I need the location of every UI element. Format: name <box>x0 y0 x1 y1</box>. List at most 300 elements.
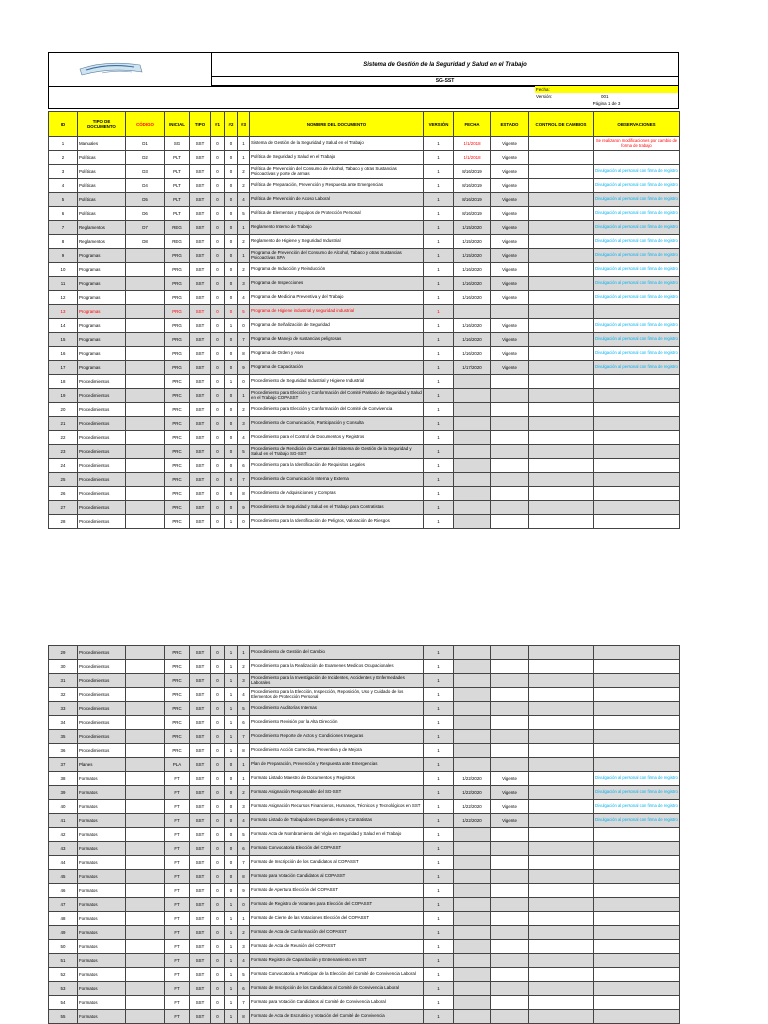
cell-id: 51 <box>49 954 78 968</box>
table-row <box>49 954 680 968</box>
cell-inicial: PRG <box>165 277 190 291</box>
cell-control-cambios <box>529 417 594 431</box>
cell-observaciones <box>594 940 680 954</box>
table-row <box>49 646 680 660</box>
cell-id: 42 <box>49 828 78 842</box>
cell-codigo <box>126 884 165 898</box>
cell-tipo-documento: Procedimientos <box>78 660 126 674</box>
cell-num2: 0 <box>225 445 238 459</box>
cell-fecha <box>454 431 491 445</box>
cell-observaciones <box>594 515 680 529</box>
cell-fecha <box>454 646 491 660</box>
cell-num3: 1 <box>238 249 250 263</box>
cell-control-cambios <box>529 389 594 403</box>
cell-tipo-documento: Políticas <box>78 207 126 221</box>
cell-control-cambios <box>529 151 594 165</box>
cell-tipo: SST <box>190 828 211 842</box>
cell-codigo <box>126 403 165 417</box>
cell-codigo <box>126 375 165 389</box>
cell-observaciones: Divulgación al personal con firma de registro <box>594 333 680 347</box>
cell-num1: 0 <box>211 151 225 165</box>
cell-estado: Vigente <box>491 179 529 193</box>
cell-observaciones: Divulgación al personal con firma de registro <box>594 814 680 828</box>
cell-estado <box>491 856 529 870</box>
cell-num3: 8 <box>238 744 250 758</box>
cell-observaciones <box>594 473 680 487</box>
cell-fecha <box>454 305 491 319</box>
cell-fecha <box>454 702 491 716</box>
cell-num1: 0 <box>211 1010 225 1024</box>
cell-codigo <box>126 646 165 660</box>
table-row <box>49 333 680 347</box>
cell-fecha <box>454 515 491 529</box>
cell-num3: 2 <box>238 263 250 277</box>
cell-version: 1 <box>424 501 454 515</box>
cell-observaciones <box>594 884 680 898</box>
table-row <box>49 940 680 954</box>
cell-control-cambios <box>529 730 594 744</box>
cell-num1: 0 <box>211 403 225 417</box>
cell-codigo: D8 <box>126 235 165 249</box>
cell-num2: 1 <box>225 515 238 529</box>
cell-num1: 0 <box>211 179 225 193</box>
cell-num1: 0 <box>211 674 225 688</box>
cell-inicial: PRC <box>165 389 190 403</box>
cell-version: 1 <box>424 151 454 165</box>
cell-codigo <box>126 473 165 487</box>
cell-inicial: PRC <box>165 473 190 487</box>
cell-inicial: PRC <box>165 403 190 417</box>
cell-observaciones <box>594 389 680 403</box>
cell-tipo-documento: Programas <box>78 333 126 347</box>
cell-id: 3 <box>49 165 78 179</box>
cell-num2: 1 <box>225 716 238 730</box>
cell-estado: Vigente <box>491 207 529 221</box>
cell-observaciones: Divulgación al personal con firma de registro <box>594 800 680 814</box>
cell-estado: Vigente <box>491 291 529 305</box>
cell-observaciones <box>594 305 680 319</box>
cell-nombre-documento: Procedimiento para Elección y Conformación del Comité Paritario de Seguridad y Salud en el Trabajo COPASST <box>250 389 424 403</box>
cell-id: 55 <box>49 1010 78 1024</box>
cell-fecha: 1/22/2020 <box>454 772 491 786</box>
table-row <box>49 235 680 249</box>
cell-inicial: PLA <box>165 758 190 772</box>
cell-version: 1 <box>424 305 454 319</box>
cell-num1: 0 <box>211 459 225 473</box>
cell-inicial: PRC <box>165 515 190 529</box>
table-row <box>49 221 680 235</box>
cell-tipo-documento: Formatos <box>78 898 126 912</box>
cell-nombre-documento: Sistema de Gestión de la Seguridad y Salud en el Trabajo <box>250 137 424 151</box>
cell-control-cambios <box>529 870 594 884</box>
cell-control-cambios <box>529 828 594 842</box>
cell-tipo: SST <box>190 333 211 347</box>
cell-observaciones: Divulgación al personal con firma de registro <box>594 207 680 221</box>
cell-id: 6 <box>49 207 78 221</box>
cell-num2: 1 <box>225 996 238 1010</box>
cell-nombre-documento: Formato de Inscripción de los Candidatos al Comité de Convivencia Laboral <box>250 982 424 996</box>
cell-estado: Vigente <box>491 277 529 291</box>
table-row <box>49 982 680 996</box>
cell-num3: 8 <box>238 487 250 501</box>
cell-num3: 0 <box>238 515 250 529</box>
column-header-version: VERSIÓN <box>424 112 454 137</box>
cell-version: 1 <box>424 137 454 151</box>
cell-tipo: SST <box>190 417 211 431</box>
cell-num3: 1 <box>238 772 250 786</box>
cell-tipo: SST <box>190 646 211 660</box>
cell-tipo-documento: Procedimientos <box>78 389 126 403</box>
cell-control-cambios <box>529 515 594 529</box>
cell-fecha <box>454 828 491 842</box>
cell-id: 45 <box>49 870 78 884</box>
version-value: 001 <box>601 94 609 99</box>
cell-control-cambios <box>529 473 594 487</box>
master-document-table-continued <box>48 645 680 1024</box>
cell-control-cambios <box>529 702 594 716</box>
cell-num3: 4 <box>238 193 250 207</box>
cell-codigo <box>126 926 165 940</box>
cell-tipo: SST <box>190 968 211 982</box>
table-row <box>49 347 680 361</box>
cell-control-cambios <box>529 263 594 277</box>
cell-estado: Vigente <box>491 151 529 165</box>
cell-estado <box>491 389 529 403</box>
table-row <box>49 417 680 431</box>
cell-inicial: PRC <box>165 674 190 688</box>
cell-observaciones: Divulgación al personal con firma de registro <box>594 361 680 375</box>
cell-tipo-documento: Formatos <box>78 870 126 884</box>
cell-num2: 0 <box>225 361 238 375</box>
cell-num3: 9 <box>238 501 250 515</box>
cell-num2: 0 <box>225 800 238 814</box>
column-header-control-cambios: CONTROL DE CAMBIOS <box>529 112 594 137</box>
cell-version: 1 <box>424 828 454 842</box>
cell-nombre-documento: Procedimiento para la Investigación de Incidentes, Accidentes y Enfermedades Laborales <box>250 674 424 688</box>
cell-id: 47 <box>49 898 78 912</box>
cell-control-cambios <box>529 501 594 515</box>
cell-nombre-documento: Procedimiento Auditorías Internas <box>250 702 424 716</box>
cell-inicial: FT <box>165 814 190 828</box>
cell-fecha: 1/16/2020 <box>454 347 491 361</box>
cell-num3: 0 <box>238 375 250 389</box>
cell-codigo <box>126 431 165 445</box>
cell-control-cambios <box>529 674 594 688</box>
cell-tipo: SST <box>190 389 211 403</box>
cell-inicial: FT <box>165 940 190 954</box>
cell-num2: 0 <box>225 263 238 277</box>
cell-tipo-documento: Formatos <box>78 800 126 814</box>
cell-nombre-documento: Procedimiento para Elección y Conformación del Comité de Convivencia <box>250 403 424 417</box>
cell-id: 1 <box>49 137 78 151</box>
cell-id: 7 <box>49 221 78 235</box>
cell-num2: 1 <box>225 954 238 968</box>
cell-id: 26 <box>49 487 78 501</box>
cell-inicial: PRC <box>165 744 190 758</box>
cell-control-cambios <box>529 786 594 800</box>
cell-tipo: SST <box>190 375 211 389</box>
cell-id: 5 <box>49 193 78 207</box>
cell-codigo <box>126 996 165 1010</box>
cell-estado <box>491 445 529 459</box>
cell-nombre-documento: Formato Listado de Trabajadores Dependientes y Contratistas <box>250 814 424 828</box>
cell-version: 1 <box>424 375 454 389</box>
cell-num3: 7 <box>238 856 250 870</box>
cell-id: 49 <box>49 926 78 940</box>
cell-num1: 0 <box>211 716 225 730</box>
cell-tipo-documento: Programas <box>78 291 126 305</box>
cell-fecha <box>454 375 491 389</box>
cell-tipo-documento: Formatos <box>78 884 126 898</box>
cell-num3: 2 <box>238 403 250 417</box>
cell-estado <box>491 1010 529 1024</box>
cell-control-cambios <box>529 305 594 319</box>
cell-observaciones <box>594 842 680 856</box>
cell-inicial: PRG <box>165 347 190 361</box>
cell-tipo: SST <box>190 305 211 319</box>
cell-nombre-documento: Procedimiento de Seguridad y Salud en el Trabajo para Contratistas <box>250 501 424 515</box>
cell-fecha <box>454 758 491 772</box>
cell-inicial: PRC <box>165 646 190 660</box>
cell-fecha <box>454 982 491 996</box>
cell-fecha <box>454 996 491 1010</box>
cell-observaciones: Divulgación al personal con firma de registro <box>594 786 680 800</box>
cell-num3: 1 <box>238 389 250 403</box>
cell-estado <box>491 870 529 884</box>
cell-inicial: PLT <box>165 193 190 207</box>
cell-inicial: PRC <box>165 702 190 716</box>
cell-num3: 8 <box>238 870 250 884</box>
cell-nombre-documento: Procedimiento de Gestión del Cambio <box>250 646 424 660</box>
cell-codigo <box>126 361 165 375</box>
cell-estado: Vigente <box>491 319 529 333</box>
cell-tipo-documento: Formatos <box>78 968 126 982</box>
table-row <box>49 501 680 515</box>
cell-tipo-documento: Reglamentos <box>78 235 126 249</box>
cell-estado <box>491 968 529 982</box>
cell-num3: 4 <box>238 954 250 968</box>
document-header <box>48 52 679 109</box>
cell-fecha: 8/16/2019 <box>454 207 491 221</box>
cell-num1: 0 <box>211 772 225 786</box>
cell-fecha <box>454 884 491 898</box>
cell-num2: 1 <box>225 982 238 996</box>
cell-tipo: SST <box>190 193 211 207</box>
cell-fecha <box>454 954 491 968</box>
cell-id: 13 <box>49 305 78 319</box>
cell-observaciones <box>594 716 680 730</box>
cell-observaciones <box>594 445 680 459</box>
cell-control-cambios <box>529 814 594 828</box>
table-row <box>49 842 680 856</box>
cell-inicial: PRC <box>165 459 190 473</box>
cell-estado <box>491 898 529 912</box>
cell-tipo-documento: Formatos <box>78 772 126 786</box>
cell-codigo <box>126 842 165 856</box>
cell-num2: 1 <box>225 730 238 744</box>
cell-observaciones <box>594 730 680 744</box>
table-row <box>49 660 680 674</box>
version-row <box>535 93 678 100</box>
cell-nombre-documento: Procedimiento para la Elección, Inspección, Reposición, Uso y Cuidado de los Elementos de Protección Personal <box>250 688 424 702</box>
cell-tipo-documento: Reglamentos <box>78 221 126 235</box>
cell-num2: 0 <box>225 207 238 221</box>
cell-control-cambios <box>529 940 594 954</box>
cell-nombre-documento: Procedimiento de Seguridad Industrial y Higiene Industrial <box>250 375 424 389</box>
cell-num1: 0 <box>211 291 225 305</box>
cell-id: 40 <box>49 800 78 814</box>
cell-num3: 0 <box>238 319 250 333</box>
cell-inicial: PRC <box>165 730 190 744</box>
cell-version: 1 <box>424 660 454 674</box>
cell-estado <box>491 926 529 940</box>
cell-id: 15 <box>49 333 78 347</box>
cell-inicial: PRG <box>165 249 190 263</box>
cell-version: 1 <box>424 856 454 870</box>
cell-estado <box>491 403 529 417</box>
cell-fecha: 8/16/2019 <box>454 179 491 193</box>
cell-tipo: SST <box>190 235 211 249</box>
cell-nombre-documento: Procedimiento Acción Correctiva, Preventiva y de Mejora <box>250 744 424 758</box>
cell-estado: Vigente <box>491 221 529 235</box>
cell-version: 1 <box>424 912 454 926</box>
table-row <box>49 800 680 814</box>
cell-nombre-documento: Formato Asignación Responsable del SG-SST <box>250 786 424 800</box>
cell-tipo-documento: Formatos <box>78 856 126 870</box>
table-row <box>49 207 680 221</box>
cell-inicial: FT <box>165 968 190 982</box>
cell-version: 1 <box>424 403 454 417</box>
cell-observaciones: Divulgación al personal con firma de registro <box>594 179 680 193</box>
cell-control-cambios <box>529 954 594 968</box>
cell-id: 37 <box>49 758 78 772</box>
cell-control-cambios <box>529 968 594 982</box>
cell-fecha <box>454 660 491 674</box>
cell-observaciones: Divulgación al personal con firma de registro <box>594 319 680 333</box>
cell-fecha: 1/15/2020 <box>454 249 491 263</box>
cell-control-cambios <box>529 347 594 361</box>
table-row <box>49 389 680 403</box>
cell-num3: 4 <box>238 688 250 702</box>
cell-version: 1 <box>424 646 454 660</box>
cell-id: 29 <box>49 646 78 660</box>
cell-num2: 0 <box>225 870 238 884</box>
cell-num3: 2 <box>238 179 250 193</box>
cell-num2: 0 <box>225 459 238 473</box>
cell-version: 1 <box>424 333 454 347</box>
cell-nombre-documento: Formato de Inscripción de los Candidatos al COPASST <box>250 856 424 870</box>
cell-version: 1 <box>424 1010 454 1024</box>
cell-nombre-documento: Procedimiento de Rendición de Cuentas del Sistema de Gestión de la Seguridad y Salud en el Trabajo SG-SST <box>250 445 424 459</box>
cell-observaciones: Divulgación al personal con firma de registro <box>594 277 680 291</box>
cell-tipo-documento: Procedimientos <box>78 501 126 515</box>
cell-control-cambios <box>529 221 594 235</box>
cell-tipo: SST <box>190 772 211 786</box>
cell-version: 1 <box>424 870 454 884</box>
table-row <box>49 179 680 193</box>
table-row <box>49 319 680 333</box>
cell-observaciones <box>594 926 680 940</box>
cell-version: 1 <box>424 263 454 277</box>
cell-tipo: SST <box>190 263 211 277</box>
cell-fecha: 1/17/2020 <box>454 361 491 375</box>
cell-id: 24 <box>49 459 78 473</box>
cell-nombre-documento: Procedimiento Reporte de Actos y Condiciones Inseguras <box>250 730 424 744</box>
cell-num2: 0 <box>225 884 238 898</box>
cell-estado: Vigente <box>491 361 529 375</box>
cell-estado: Vigente <box>491 347 529 361</box>
cell-codigo: D5 <box>126 193 165 207</box>
cell-num1: 0 <box>211 165 225 179</box>
document-title: Sistema de Gestión de la Seguridad y Salud en el Trabajo <box>212 53 678 77</box>
cell-observaciones <box>594 996 680 1010</box>
cell-codigo <box>126 758 165 772</box>
cell-tipo-documento: Procedimientos <box>78 445 126 459</box>
company-logo-icon <box>76 59 144 81</box>
cell-num1: 0 <box>211 445 225 459</box>
cell-version: 1 <box>424 954 454 968</box>
cell-num1: 0 <box>211 758 225 772</box>
cell-inicial: PRC <box>165 417 190 431</box>
cell-num1: 0 <box>211 646 225 660</box>
cell-id: 41 <box>49 814 78 828</box>
cell-control-cambios <box>529 235 594 249</box>
cell-id: 54 <box>49 996 78 1010</box>
cell-num2: 0 <box>225 249 238 263</box>
cell-num2: 0 <box>225 786 238 800</box>
cell-version: 1 <box>424 758 454 772</box>
cell-control-cambios <box>529 744 594 758</box>
cell-inicial: REG <box>165 221 190 235</box>
cell-inicial: FT <box>165 842 190 856</box>
cell-nombre-documento: Formato de Apertura Elección del COPASST <box>250 884 424 898</box>
cell-estado: Vigente <box>491 193 529 207</box>
cell-estado <box>491 646 529 660</box>
cell-control-cambios <box>529 912 594 926</box>
cell-control-cambios <box>529 982 594 996</box>
cell-num2: 1 <box>225 319 238 333</box>
cell-num1: 0 <box>211 856 225 870</box>
cell-inicial: PRC <box>165 445 190 459</box>
cell-tipo-documento: Procedimientos <box>78 459 126 473</box>
cell-num2: 1 <box>225 1010 238 1024</box>
cell-id: 22 <box>49 431 78 445</box>
cell-tipo: SST <box>190 996 211 1010</box>
cell-id: 25 <box>49 473 78 487</box>
cell-num2: 0 <box>225 842 238 856</box>
cell-version: 1 <box>424 165 454 179</box>
cell-control-cambios <box>529 716 594 730</box>
cell-num3: 2 <box>238 786 250 800</box>
cell-id: 43 <box>49 842 78 856</box>
cell-fecha <box>454 1010 491 1024</box>
cell-num3: 6 <box>238 982 250 996</box>
cell-num1: 0 <box>211 249 225 263</box>
cell-num2: 0 <box>225 417 238 431</box>
cell-version: 1 <box>424 898 454 912</box>
cell-num1: 0 <box>211 347 225 361</box>
cell-tipo-documento: Formatos <box>78 814 126 828</box>
cell-estado <box>491 716 529 730</box>
cell-control-cambios <box>529 207 594 221</box>
cell-num3: 5 <box>238 207 250 221</box>
cell-num3: 1 <box>238 646 250 660</box>
cell-num1: 0 <box>211 870 225 884</box>
cell-fecha: 1/22/2020 <box>454 786 491 800</box>
cell-id: 21 <box>49 417 78 431</box>
column-header-id: ID <box>49 112 78 137</box>
cell-id: 16 <box>49 347 78 361</box>
